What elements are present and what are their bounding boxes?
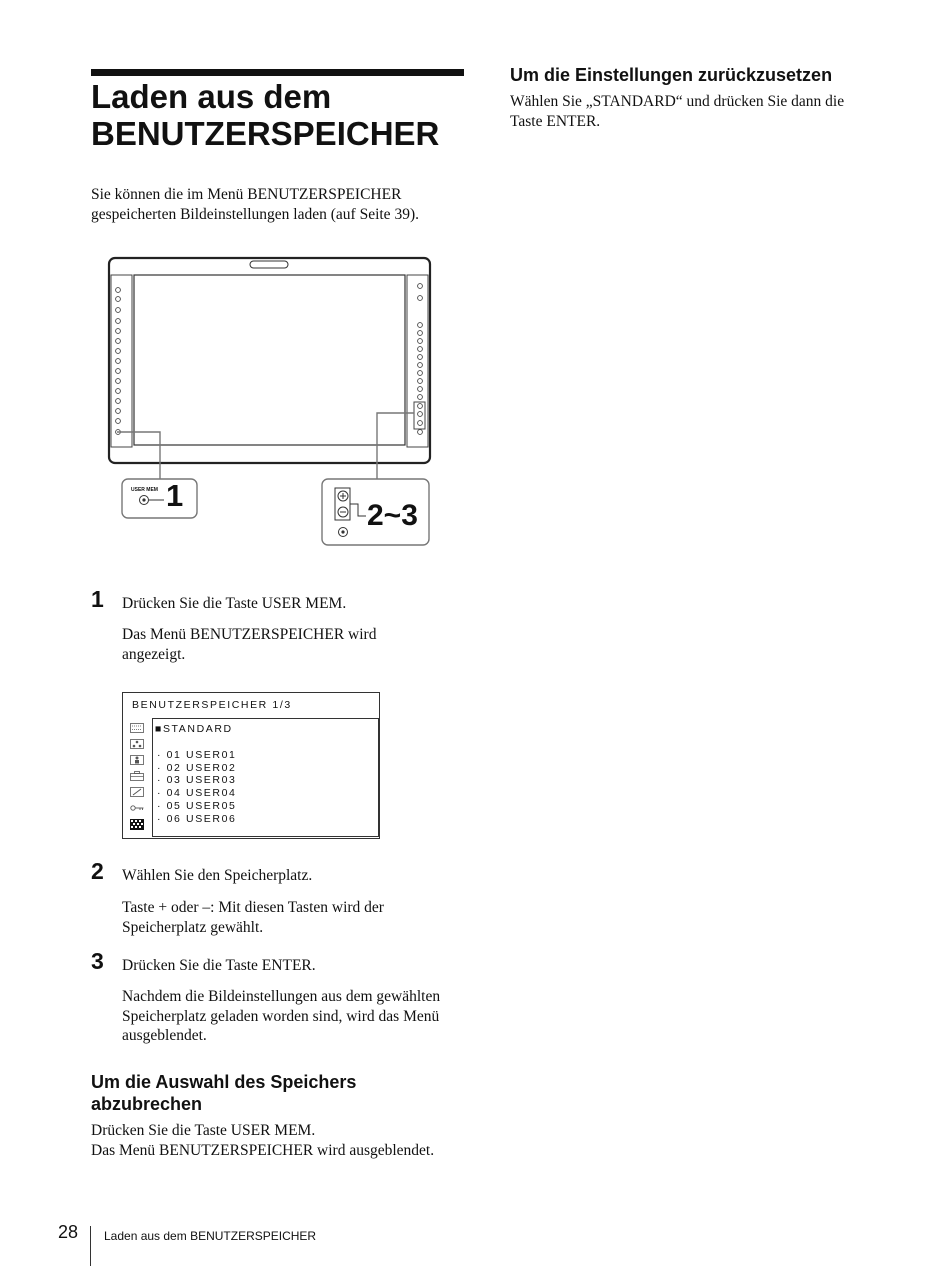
cancel-heading-line: Um die Auswahl des Speichers (91, 1072, 357, 1092)
step-2-detail-line: Taste + oder –: Mit diesen Tasten wird der (122, 899, 384, 916)
cancel-heading-line: abzubrechen (91, 1094, 203, 1114)
person-icon (130, 755, 144, 765)
panel-button (418, 387, 423, 392)
panel-button (116, 297, 121, 302)
callout-2-number: 2~3 (367, 499, 418, 532)
step-2-number: 2 (91, 858, 104, 884)
menu-item-user06[interactable]: · 06 USER06 (157, 813, 237, 825)
panel-button (418, 363, 423, 368)
panel-button (116, 419, 121, 424)
panel-button (418, 355, 423, 360)
step-1-text: Drücken Sie die Taste USER MEM. (122, 595, 347, 612)
cancel-paragraph (91, 1121, 434, 1160)
panel-button (116, 319, 121, 324)
page-title-line1: Laden aus dem (91, 78, 332, 115)
page-number: 28 (58, 1222, 79, 1242)
step-3-detail-line: Nachdem die Bildeinstellungen aus dem gewählten (122, 988, 441, 1005)
panel-button (418, 331, 423, 336)
callout-1-number: 1 (166, 478, 184, 513)
intro-paragraph (91, 185, 419, 224)
intro-line2: gespeicherten Bildeinstellungen laden (auf Seite 39). (91, 205, 419, 223)
panel-button (116, 349, 121, 354)
step-1-detail-line: Das Menü BENUTZERSPEICHER wird (122, 626, 377, 643)
menu-item-user02[interactable]: · 02 USER02 (157, 762, 237, 774)
footer-divider (90, 1226, 91, 1266)
panel-button (116, 409, 121, 414)
briefcase-icon (130, 771, 144, 781)
panel-button (418, 284, 423, 289)
panel-button (116, 288, 121, 293)
menu-item-standard[interactable]: ■STANDARD (155, 723, 233, 735)
panel-button (418, 404, 423, 409)
step-1-detail (122, 625, 376, 664)
network-icon (130, 739, 144, 749)
step-2-detail (122, 898, 384, 937)
step-2-text: Wählen Sie den Speicherplatz. (122, 867, 313, 884)
panel-button (116, 329, 121, 334)
reset-paragraph (510, 92, 844, 131)
page-title-line2: BENUTZERSPEICHER (91, 115, 440, 152)
panel-button (116, 339, 121, 344)
reset-heading: Um die Einstellungen zurückzusetzen (510, 65, 833, 85)
menu-item-user01[interactable]: · 01 USER01 (157, 749, 237, 761)
menu-item-user03[interactable]: · 03 USER03 (157, 774, 237, 786)
menu-item-user05[interactable]: · 05 USER05 (157, 800, 237, 812)
checker-icon (130, 819, 144, 830)
cancel-line: Drücken Sie die Taste USER MEM. (91, 1122, 316, 1139)
key-icon (130, 803, 144, 813)
panel-button (418, 347, 423, 352)
panel-button (418, 339, 423, 344)
step-1-detail-line: angezeigt. (122, 645, 186, 663)
intro-line1: Sie können die im Menü BENUTZERSPEICHER (91, 186, 402, 203)
step-3-text: Drücken Sie die Taste ENTER. (122, 957, 316, 974)
page-title (91, 78, 471, 152)
step-2-detail-line: Speicherplatz gewählt. (122, 918, 264, 936)
panel-button (418, 430, 423, 435)
panel-button (116, 389, 121, 394)
step-3-detail-line: ausgeblendet. (122, 1027, 207, 1044)
reset-line: Taste ENTER. (510, 112, 601, 130)
panel-button (418, 379, 423, 384)
step-1-number: 1 (91, 586, 104, 612)
title-rule (91, 69, 464, 76)
wrench-icon (130, 787, 144, 797)
panel-button (116, 399, 121, 404)
cancel-heading (91, 1071, 356, 1115)
panel-button (418, 395, 423, 400)
menu-title: BENUTZERSPEICHER 1/3 (132, 699, 292, 711)
panel-button (418, 371, 423, 376)
panel-button (418, 412, 423, 417)
menu-item-user04[interactable]: · 04 USER04 (157, 787, 237, 799)
panel-button (418, 323, 423, 328)
list-icon (130, 723, 144, 733)
reset-line: Wählen Sie „STANDARD“ und drücken Sie dann die (510, 93, 845, 110)
callout-1-label: USER MEM (131, 487, 158, 493)
callout-1-box (122, 479, 197, 518)
step-3-detail-line: Speicherplatz geladen worden sind, wird das Menü (122, 1007, 440, 1025)
step-3-detail (122, 987, 440, 1046)
panel-button (116, 359, 121, 364)
panel-button (116, 379, 121, 384)
panel-button (418, 296, 423, 301)
panel-button (116, 369, 121, 374)
cancel-line: Das Menü BENUTZERSPEICHER wird ausgeblendet. (91, 1141, 435, 1159)
panel-button (116, 308, 121, 313)
step-3-number: 3 (91, 948, 104, 974)
user-memory-menu (122, 692, 380, 839)
menu-list-panel (152, 718, 379, 837)
footer-title: Laden aus dem BENUTZERSPEICHER (104, 1229, 317, 1243)
panel-button (418, 421, 423, 426)
